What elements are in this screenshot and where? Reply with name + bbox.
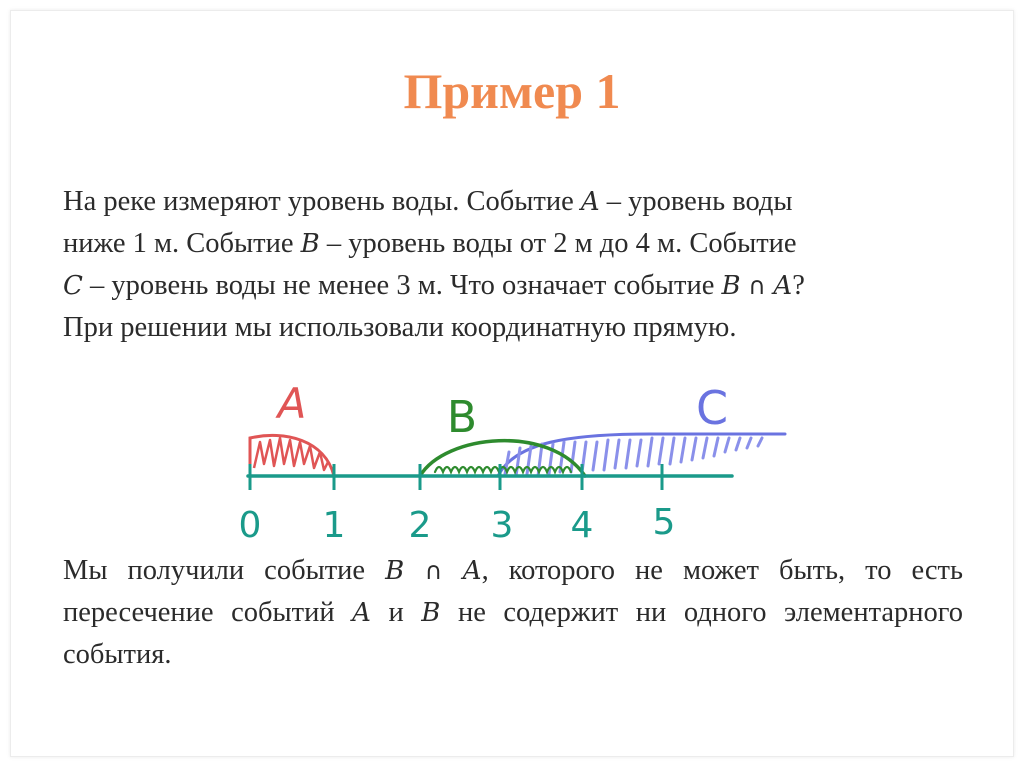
math-var: B (721, 271, 741, 301)
math-var: B (421, 598, 441, 628)
set-label-c: C (695, 381, 729, 435)
math-var: A (352, 598, 371, 628)
math-var: B (300, 229, 320, 259)
tick-label-3: 3 (490, 505, 514, 546)
intersection-symbol: ∩ (404, 557, 463, 585)
set-a-shading (250, 435, 334, 476)
tick-label-5: 5 (652, 502, 676, 543)
problem-line-3: C – уровень воды не менее 3 м. Что означает событие B ∩ A? (63, 270, 805, 301)
problem-line-1: На реке измеряют уровень воды. Событие A – уровень воды (63, 186, 793, 217)
problem-line-2: ниже 1 м. Событие B – уровень воды от 2 м до 4 м. Событие (63, 228, 797, 259)
problem-text (63, 181, 963, 349)
math-var: C (63, 271, 83, 301)
slide-title: Пример 1 (403, 63, 621, 119)
tick-label-1: 1 (322, 505, 346, 546)
problem-line-4: При решении мы использовали координатную прямую. (63, 312, 737, 343)
tick-labels (239, 502, 676, 546)
intersection-symbol: ∩ (740, 272, 774, 300)
tick-label-2: 2 (408, 505, 432, 546)
conclusion-text (63, 550, 963, 676)
math-var: A (773, 271, 793, 301)
conclusion-paragraph: Мы получили событие B ∩ A, которого не может быть, то есть пересечение событий A и B не содержит ни одного элементарного события. (63, 555, 964, 670)
math-var: A (580, 187, 600, 217)
set-label-b: B (446, 392, 478, 443)
number-line-diagram (230, 372, 800, 547)
tick-label-0: 0 (238, 505, 262, 546)
set-label-a: A (277, 379, 307, 428)
math-var: B (385, 556, 405, 586)
math-var: A (462, 556, 482, 586)
tick-label-4: 4 (570, 505, 594, 546)
